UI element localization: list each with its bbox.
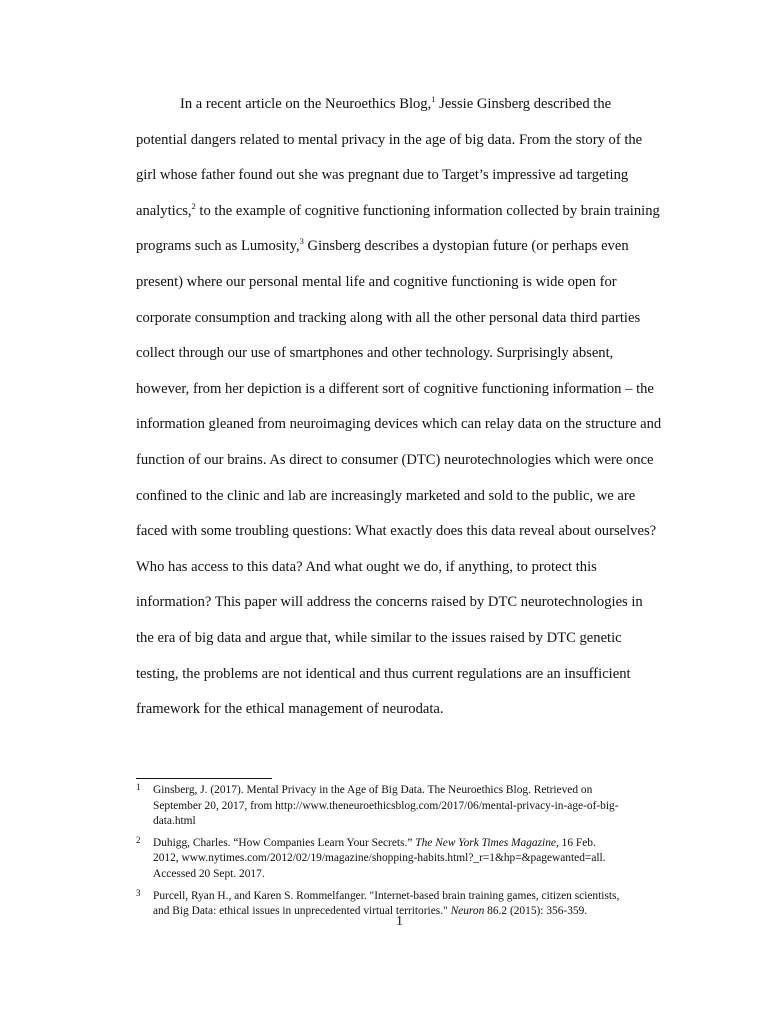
footnote-text: , 16 Feb. (555, 836, 596, 849)
body-line (136, 585, 680, 621)
body-line (136, 407, 680, 443)
footnote-line: Accessed 20 Sept. 2017. (153, 867, 265, 880)
body-text-segment: information gleaned from neuroimaging devices which can relay data on the structure and (136, 416, 662, 433)
footnote-line: data.html (153, 815, 196, 828)
body-text-segment: Who has access to this data? And what ought we do, if anything, to protect this (136, 558, 597, 575)
body-line (136, 87, 680, 123)
body-text-segment: testing, the problems are not identical and thus current regulations are an insufficient (136, 665, 631, 682)
footnote-text: and Big Data: ethical issues in unprecedented virtual territories." (153, 905, 451, 918)
footnote-3 (136, 889, 676, 920)
footnote-text: 86.2 (2015): 356-359. (484, 905, 588, 918)
footnote-line: Ginsberg, J. (2017). Mental Privacy in the Age of Big Data. The Neuroethics Blog. Retrieved on (153, 784, 593, 796)
footnote-reference[interactable]: 1 (431, 94, 436, 105)
body-text-segment: Ginsberg describes a dystopian future (or perhaps even (303, 238, 629, 255)
body-line (136, 692, 680, 728)
body-line (136, 123, 680, 159)
body-text-segment: function of our brains. As direct to consumer (DTC) neurotechnologies which were once (136, 451, 654, 468)
body-line (136, 194, 680, 230)
body-text-segment: however, from her depiction is a different sort of cognitive functioning information – the (136, 380, 654, 397)
body-line (136, 372, 680, 408)
footnote-number: 2 (136, 834, 141, 845)
body-text-segment: In a recent article on the Neuroethics Blog, (180, 96, 432, 112)
body-line (136, 265, 680, 301)
body-line (136, 336, 680, 372)
body-line (136, 514, 680, 550)
body-text-segment: girl whose father found out she was pregnant due to Target’s impressive ad targeting (136, 167, 629, 184)
footnote-line: September 20, 2017, from http://www.theneuroethicsblog.com/2017/06/mental-privacy-in-age-of-big- (153, 799, 619, 812)
body-line (136, 550, 680, 586)
body-text-segment: Jessie Ginsberg described the (435, 96, 612, 112)
footnote-2 (136, 836, 676, 883)
body-line (136, 657, 680, 693)
body-text-segment: collect through our use of smartphones and other technology. Surprisingly absent, (136, 345, 614, 362)
footnote-line (153, 904, 676, 920)
body-text-segment: confined to the clinic and lab are increasingly marketed and sold to the public, we are (136, 487, 636, 504)
footnote-reference[interactable]: 3 (299, 236, 304, 247)
footnote-text: Duhigg, Charles. “How Companies Learn Your Secrets.” (153, 836, 416, 849)
body-text-segment: potential dangers related to mental privacy in the age of big data. From the story of the (136, 131, 643, 148)
body-text-segment: information? This paper will address the concerns raised by DTC neurotechnologies in (136, 594, 643, 611)
body-text-segment: to the example of cognitive functioning information collected by brain training (195, 202, 660, 219)
body-text-segment: the era of big data and argue that, while similar to the issues raised by DTC genetic (136, 629, 622, 646)
footnotes (136, 783, 676, 926)
body-text-segment: programs such as Lumosity, (136, 238, 300, 255)
footnote-line: Purcell, Ryan H., and Karen S. Rommelfanger. "Internet-based brain training games, citizen scientists, (153, 889, 620, 902)
body-line (136, 479, 680, 515)
footnote-separator (136, 778, 272, 779)
footnote-reference[interactable]: 2 (191, 200, 196, 211)
footnote-journal-title: Neuron (450, 905, 485, 918)
body-line (136, 621, 680, 657)
body-text-segment: framework for the ethical management of neurodata. (136, 701, 444, 718)
footnote-number: 3 (136, 887, 141, 898)
body-text-segment: analytics, (136, 202, 192, 219)
body-line (136, 443, 680, 479)
body-text-segment: present) where our personal mental life and cognitive functioning is wide open for (136, 273, 617, 290)
footnote-1 (136, 783, 676, 830)
body-line (136, 301, 680, 337)
footnote-number: 1 (136, 782, 141, 792)
body-text-segment: faced with some troubling questions: What exactly does this data reveal about ourselves? (136, 523, 657, 540)
footnote-line: 2012, www.nytimes.com/2012/02/19/magazine/shopping-habits.html?_r=1&hp=&pagewanted=all. (153, 852, 606, 865)
body-line (136, 229, 680, 265)
page-number: 1 (396, 914, 403, 929)
body-text-segment: corporate consumption and tracking along with all the other personal data third parties (136, 309, 641, 326)
body-paragraph (136, 87, 680, 728)
body-line (136, 158, 680, 194)
footnote-publication-title: The New York Times Magazine (415, 836, 556, 849)
footnote-line (153, 836, 676, 852)
